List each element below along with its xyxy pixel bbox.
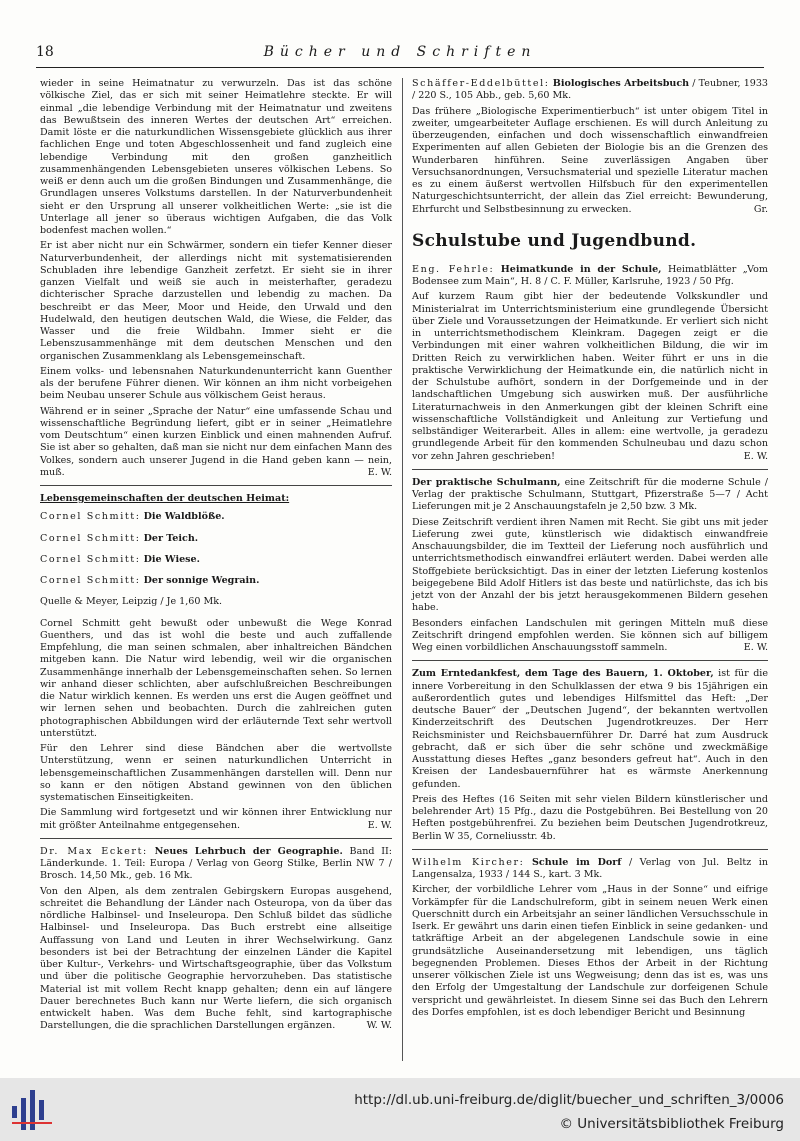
book-entry bbox=[40, 533, 392, 545]
book-title: Neues Lehrbuch der Geographie. bbox=[154, 845, 343, 857]
book-title: Die Wiese. bbox=[143, 553, 200, 565]
book-entry bbox=[40, 511, 392, 523]
paragraph: Preis des Heftes (16 Seiten mit sehr vielen Bildern künstlerischer und belehrender Art) 15 Pfg., dazu die Postgebühren. Bei Bestellung von 20 Heften postgebührenfrei. Zu beziehen beim Deutschen Jugendrotkreuz, Berlin W 35, Corneliusstr. 4b. bbox=[412, 793, 768, 842]
review-heading bbox=[412, 857, 768, 882]
library-logo-icon bbox=[12, 1090, 52, 1130]
paragraph-text: Von den Alpen, als dem zentralen Gebirgskern Europas ausgehend, schreitet die Behandlung der Länder nach Osteuropa, von da über das nördliche Halbinsel- und Inseleuropa. Den Schluß bildet das südliche Halbinsel- und Inseleuropa. Das Buch erstrebt eine allseitige Auffassung von Land und Leuten in ihrer Wechselwirkung. Ganz besonders ist bei der Betrachtung der einzelnen Länder die Kapitel über Kultur-, Verkehrs- und Wirtschaftsgeographie, über das Volkstum und über die politische Geographie hervorzuheben. Das statistische Material ist mit vollem Recht knapp gehalten; denn ein auf längere Dauer berechnetes Buch kann nur Werte liefern, die sich organisch entwickelt haben. Was dem Buche fehlt, sind kartographische Darstellungen, die die sprachlichen Darstellungen ergänzen. bbox=[40, 885, 392, 1032]
notice-title: Zum Erntedankfest, dem Tage des Bauern, 1. Oktober, bbox=[412, 668, 714, 680]
paragraph-text: Das frühere „Biologische Experimentierbuch“ ist unter obigem Titel in zweiter, umgearbeiteter Auflage erschienen. Es will durch Anleitung zu überzeugenden, einfachen und doch wissenschaftlich einwandfreien Experimenten auf allen Gebieten der Biologie bis an die Grenzen des Wunderbaren hinführen. Seine zuverlässigen Angaben über Versuchsanordnungen, Versuchsmaterial und spezielle Literatur machen es zu einem äußerst wertvollen Hilfsbuch für den experimentellen Naturgeschichtsunterricht, der allein das Ziel erreicht: Bewunderung, Ehrfurcht und Selbstbesinnung zu erwecken. bbox=[412, 105, 768, 215]
paragraph bbox=[412, 106, 768, 216]
publisher-line: Quelle & Meyer, Leipzig / Je 1,60 Mk. bbox=[40, 596, 223, 608]
page-number: 18 bbox=[36, 44, 54, 60]
book-author: Eng. Fehrle: bbox=[412, 263, 495, 275]
book-author: Cornel Schmitt: bbox=[40, 532, 141, 544]
book-title: Der praktische Schulmann, bbox=[412, 476, 561, 488]
paragraph bbox=[40, 807, 392, 832]
signature: W. W. bbox=[366, 1020, 392, 1032]
paragraph bbox=[412, 618, 768, 655]
paragraph: Für den Lehrer sind diese Bändchen aber die wertvollste Unterstützung, wenn er seinen naturkundlichen Unterricht in lebensgemeinschaftlichen Zusammenhängen darstellen will. Denn nur so kann er den nötigen Abstand gewinnen von den üblichen systematischen Einseitigkeiten. bbox=[40, 743, 392, 803]
column-divider bbox=[402, 78, 403, 1061]
signature: E. W. bbox=[367, 819, 392, 831]
divider bbox=[40, 485, 392, 486]
book-details: eine Zeitschrift für die moderne Schule / Verlag der praktische Schulmann, Stuttgart, Pfizerstraße 5—7 / Acht Lieferungen mit je 2 Anschauungstafeln je 2,50 bzw. 3 Mk. bbox=[412, 476, 768, 513]
book-author: Cornel Schmitt: bbox=[40, 511, 141, 523]
book-author: Wilhelm Kircher: bbox=[412, 856, 525, 868]
paragraph-text: Die Sammlung wird fortgesetzt und wir können ihrer Entwicklung nur mit größter Anteilnahme entgegensehen. bbox=[40, 807, 392, 831]
section-heading: Schulstube und Jugendbund. bbox=[412, 230, 697, 251]
signature: E. W. bbox=[743, 450, 768, 462]
book-entry bbox=[40, 554, 392, 566]
book-author: Schäffer-Eddelbüttel: bbox=[412, 78, 550, 89]
paragraph bbox=[412, 291, 768, 463]
review-heading bbox=[412, 264, 768, 289]
book-entry bbox=[40, 575, 392, 587]
paragraph bbox=[40, 886, 392, 1033]
divider bbox=[412, 849, 768, 850]
header-rule bbox=[36, 67, 764, 68]
right-column bbox=[412, 78, 768, 1022]
book-details: Heimatblätter „Vom Bodensee zum Main“, H. 8 / C. F. Müller, Karlsruhe, 1923 / 50 Pfg. bbox=[412, 263, 768, 287]
book-title: Biologisches Arbeitsbuch bbox=[552, 78, 690, 89]
paragraph-text: Während er in seiner „Sprache der Natur“ eine umfassende Schau und wissenschaftliche Begründung liefert, gibt er in seiner „Heimatlehre vom Deutschtum“ einen kurzen Einblick und einen mahnenden Aufruf. Sie ist aber so gehalten, daß man sie nicht nur dem einfachen Mann des Volkes, sondern auch unserer Jugend in die Hand geben kann — nein, muß. bbox=[40, 405, 392, 478]
paragraph: wieder in seine Heimatnatur zu verwurzeln. Das ist das schöne völkische Ziel, das er sich mit seiner Heimatlehre steckte. Er will einmal „die lebendige Verbindung mit der Heimatnatur und zweitens das Bewußtsein des inneren Wertes der deutschen Art“ erreichen. Damit löste er die naturkundlichen Wissensgebiete glücklich aus ihrer fachlichen Enge und toten Abgeschlossenheit und fand zugleich eine lebendige Verbindung mit den großen ganzheitlich zusammenhängenden Lebensgebieten unseres völkischen Lebens. So weiß er denn auch um die großen Bindungen und Zusammenhänge, die Grundlagen unseres Volkstums darstellen. In der Naturverbundenheit sieht er den Ursprung all unserer volkheitlichen Werte: „sie ist die Unterlage all jener so überaus wichtigen Aufgaben, die das Volk bodenfest machen wollen.“ bbox=[40, 78, 392, 236]
review-heading: Lebensgemeinschaften der deutschen Heimat: bbox=[40, 493, 290, 504]
running-title: Bücher und Schriften bbox=[263, 44, 537, 60]
book-author: Cornel Schmitt: bbox=[40, 575, 141, 586]
signature: Gr. bbox=[753, 203, 768, 215]
page-header bbox=[36, 40, 764, 64]
book-details: Band II: Länderkunde. 1. Teil: Europa / Verlag von Georg Stilke, Berlin NW 7 / Brosch. 14,50 Mk., geb. 16 Mk. bbox=[40, 845, 392, 882]
paragraph: Kircher, der vorbildliche Lehrer vom „Haus in der Sonne“ und eifrige Vorkämpfer für die Landschulreform, gibt in seinem neuen Werk einen Querschnitt durch ein Arbeitsjahr an seiner ländlichen Versuchsschule in Iserk. Er gewährt uns darin einen tiefen Einblick in seine gedanken- und tatkräftige Arbeit an der abgelegenen Landschule sowie in eine grundsätzliche Auseinandersetzung mit lebendigen, uns täglich begegnenden Problemen. Dieses Ethos der Arbeit in der Richtung unserer völkischen Ziele ist uns Wegweisung; denn das ist es, was uns den Erfolg der Umgestaltung der Landschule zur dorfeigenen Schule verspricht und gewährleistet. In diesem Sinne sei das Buch den Lehrern des Dorfes empfohlen, ist es doch lebendiger Bericht und Besinnung bbox=[412, 884, 768, 1018]
paragraph bbox=[40, 406, 392, 480]
paragraph-text: Auf kurzem Raum gibt hier der bedeutende Volkskundler und Ministerialrat im Unterrichtsministerium eine grundlegende Übersicht über Ziele und Voraussetzungen der Heimatkunde. Er verliert sich nicht in unterrichtsmethodischem Kleinkram. Dagegen zeigt er die Verbindungen mit einer wahren volkheitlichen Bildung, die wir im Dritten Reich zu verwirklichen haben. Weiter führt er uns in die praktische Verwirklichung der Heimatkunde ein, die natürlich nicht in der Schulstube aufhört, sondern in der Dorfgemeinde und in der landschaftlichen Umgebung sich auswirken muß. Der ausführliche Literaturnachweis in den Anmerkungen gibt der kleinen Schrift eine wissenschaftliche Vollständigkeit und Anleitung zur Vertiefung und selbständiger Weiterarbeit. Alles in allem: eine wertvolle, ja geradezu grundlegende Arbeit für den kommenden Schulneubau und dazu schon vor zehn Jahren geschrieben! bbox=[412, 291, 768, 462]
book-title: Heimatkunde in der Schule, bbox=[500, 263, 662, 275]
left-column bbox=[40, 78, 392, 1036]
paragraph-text: ist für die innere Vorbereitung in den Schulklassen der etwa 9 bis 15jährigen ein außerordentlich gutes und lebendiges Hilfsmittel das Heft: „Der deutsche Bauer“ der „Deutschen Jugend“, der bekannten wertvollen Kinderzeitschrift des Deutschen Jugendrotkreuzes. Der Herr Reichsminister und Reichsbauernführer Dr. Darré hat zum Ausdruck gebracht, daß er sich über die sehr schöne und zweckmäßige Ausstattung dieses Heftes „ganz besonders gefreut hat“. Auch in den Kreisen der Landesbauernführer hat es wärmste Anerkennung gefunden. bbox=[412, 668, 769, 790]
review-heading bbox=[40, 846, 392, 883]
book-title: Der sonnige Wegrain. bbox=[143, 575, 260, 586]
divider bbox=[40, 838, 392, 839]
paragraph: Diese Zeitschrift verdient ihren Namen mit Recht. Sie gibt uns mit jeder Lieferung zwei gute, künstlerisch wie didaktisch einwandfreie Anschauungsbilder, die im Textteil der Lieferung noch ausführlich und unterrichtsmethodisch einwandfrei erläutert werden. Dabei werden alle Stoffgebiete berücksichtigt. Das in einer der letzten Lieferung kostenlos beigegebene Bild Adolf Hitlers ist das beste und natürlichste, das ich bis jetzt von der Anzahl der bis jetzt herausgekommenen Bildern gesehen habe. bbox=[412, 516, 768, 614]
book-author: Cornel Schmitt: bbox=[40, 553, 141, 565]
footer-bar bbox=[0, 1078, 800, 1141]
book-details: / Teubner, 1933 / 220 S., 105 Abb., geb. 5,60 Mk. bbox=[412, 78, 769, 102]
book-details: / Verlag von Jul. Beltz in Langensalza, 1933 / 144 S., kart. 3 Mk. bbox=[412, 856, 768, 880]
book-title: Die Waldblöße. bbox=[143, 511, 225, 523]
review-heading bbox=[412, 477, 768, 514]
review-heading bbox=[412, 78, 768, 103]
book-title: Schule im Dorf bbox=[531, 856, 622, 868]
book-title: Der Teich. bbox=[143, 532, 199, 544]
copyright-text: © Universitätsbibliothek Freiburg bbox=[559, 1116, 784, 1132]
signature: E. W. bbox=[743, 642, 768, 653]
divider bbox=[412, 660, 768, 661]
paragraph: Cornel Schmitt geht bewußt oder unbewußt die Wege Konrad Guenthers, und das ist wohl die beste und auch zuffallende Empfehlung, die man seinen schmalen, aber inhaltreichen Bändchen mitgeben kann. Die Natur wird lebendig, weil wir die organischen Zusammenhänge innerhalb der Lebensgemeinschaften sehen. So lernen wir anhand dieser schlichten, aber aufschlußreichen Beschreibungen die Natur wirklich kennen. Es werden uns erst die Augen geöffnet und wir lernen sehen und beobachten. Durch die zahlreichen guten photographischen Abbildungen wird der erläuternde Text sehr wertvoll unterstützt. bbox=[40, 617, 392, 739]
paragraph: Einem volks- und lebensnahen Naturkundenunterricht kann Guenther als der berufene Führer dienen. Wir können an ihm nicht vorbeigehen beim Neubau unserer Schule aus völkischem Geist heraus. bbox=[40, 365, 392, 402]
book-author: Dr. Max Eckert: bbox=[40, 845, 148, 857]
divider bbox=[412, 469, 768, 470]
paragraph: Er ist aber nicht nur ein Schwärmer, sondern ein tiefer Kenner dieser Naturverbundenheit, der allerdings nicht mit systematisierenden Schubladen ihre lebendige Ganzheit zerfetzt. Er sieht sie in ihrer ganzen Vielfalt und weiß sie auch in meisterhafter, geradezu dichterischer Sprache darzustellen und lebendig zu machen. Da beschreibt er das Meer, Moor und Heide, den Urwald und den Hudelwald, den heutigen deutschen Wald, die Wiese, die Felder, das Wasser und die freie Wildbahn. Immer sieht er die Lebenszusammenhänge mit dem deutschen Menschen und den organischen Zusammenklang als Lebensgemeinschaft. bbox=[40, 240, 392, 362]
paragraph-text: Besonders einfachen Landschulen mit geringen Mitteln muß diese Zeitschrift dringend empfohlen werden. Sie können sich auf billigem Weg einen vorbildlichen Anschauungsstoff sammeln. bbox=[412, 617, 768, 653]
source-url-link[interactable]: http://dl.ub.uni-freiburg.de/diglit/buecher_und_schriften_3/0006 bbox=[354, 1092, 784, 1108]
signature: E. W. bbox=[367, 466, 392, 478]
paragraph bbox=[412, 668, 768, 791]
